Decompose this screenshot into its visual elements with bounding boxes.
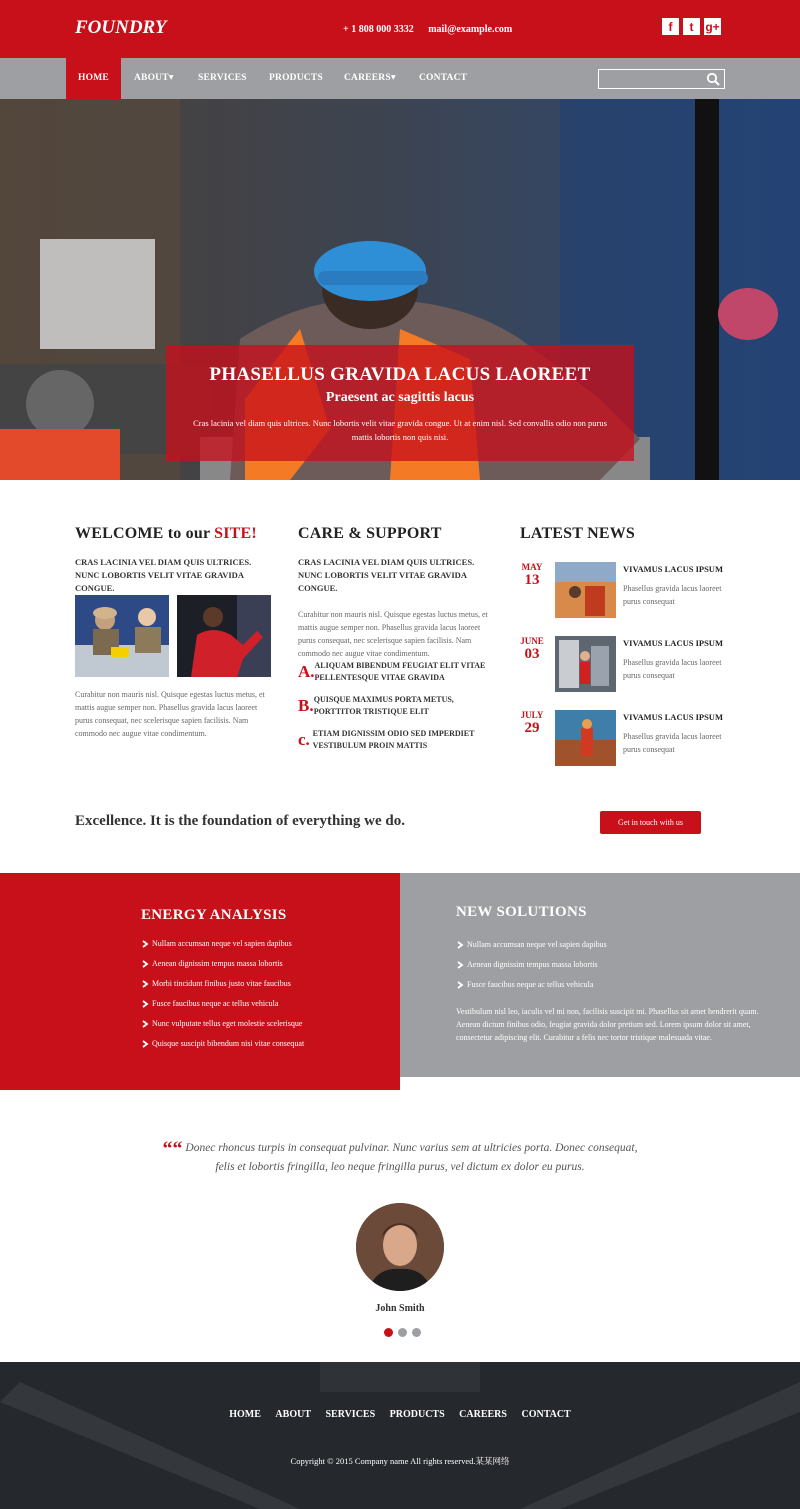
chevron-right-icon <box>456 961 464 969</box>
news-item-title[interactable]: VIVAMUS LACUS IPSUM <box>623 564 723 574</box>
caret-down-icon: ▾ <box>390 73 396 83</box>
chevron-right-icon <box>141 980 149 988</box>
care-body: Curabitur non mauris nisl. Quisque egestas luctus metus, et mattis augue semper non. Phasellus gravida lacus laoreet purus consequat, nec scelerisque sapien facilisis. Nam commodo nec augue vitae condimentum. <box>298 610 488 658</box>
solutions-title: NEW SOLUTIONS <box>456 904 587 920</box>
email-link[interactable]: mail@example.com <box>428 24 513 35</box>
footer-nav-about[interactable]: ABOUT <box>275 1409 311 1420</box>
footer-nav-careers[interactable]: CAREERS <box>459 1409 507 1420</box>
google-plus-icon[interactable]: g+ <box>705 19 720 34</box>
list-text: ALIQUAM BIBENDUM FEUGIAT ELIT VITAE PELLENTESQUE VITAE GRAVIDA <box>314 661 486 682</box>
solutions-list-text: Fusce faucibus neque ac tellus vehicula <box>467 980 594 989</box>
list-letter: A. <box>298 662 315 681</box>
chevron-right-icon <box>141 1000 149 1008</box>
welcome-title <box>75 525 275 543</box>
news-month: JUNE <box>520 636 544 646</box>
care-list-item <box>298 694 498 718</box>
list-letter: B. <box>298 696 314 715</box>
news-item-desc: Phasellus gravida lacus laoreet purus consequat <box>623 658 722 680</box>
carousel-dot[interactable] <box>384 1328 393 1337</box>
footer-nav <box>0 1409 800 1420</box>
caret-down-icon: ▾ <box>168 73 174 83</box>
nav-careers-label: CAREERS <box>344 73 391 83</box>
quote-mark-icon: ““ <box>162 1138 183 1160</box>
footer-background-image <box>0 1362 800 1509</box>
carousel-dots <box>384 1328 421 1337</box>
energy-list-item <box>141 1019 302 1028</box>
hero-title: PHASELLUS GRAVIDA LACUS LAOREET <box>209 364 591 385</box>
hero-banner <box>0 99 800 480</box>
welcome-section <box>75 525 275 595</box>
welcome-title-b: SITE! <box>214 525 257 542</box>
news-item-title[interactable]: VIVAMUS LACUS IPSUM <box>623 712 723 722</box>
energy-list-text: Fusce faucibus neque ac tellus vehicula <box>152 999 279 1008</box>
care-title: CARE & SUPPORT <box>298 525 442 542</box>
get-in-touch-button[interactable]: Get in touch with us <box>600 811 701 834</box>
energy-list-text: Nunc vulputate tellus eget molestie scelerisque <box>152 1019 303 1028</box>
hero-text: Cras lacinia vel diam quis ultrices. Nunc lobortis velit vitae gravida congue. Ut at enim nisl. Sed convallis odio non purus mattis lobortis non quis nisi. <box>193 418 607 442</box>
footer-nav-services[interactable]: SERVICES <box>325 1409 376 1420</box>
nav-careers[interactable] <box>344 58 396 99</box>
list-text: ETIAM DIGNISSIM ODIO SED IMPERDIET VESTIBULUM PROIN MATTIS <box>312 729 475 750</box>
energy-title: ENERGY ANALYSIS <box>141 907 287 923</box>
chevron-right-icon <box>456 941 464 949</box>
news-day: 03 <box>524 646 540 662</box>
care-list-item <box>298 660 498 684</box>
footer-nav-contact[interactable]: CONTACT <box>521 1409 571 1420</box>
solutions-list-item <box>456 980 593 989</box>
energy-list-item <box>141 1039 304 1048</box>
energy-list-text: Nullam accumsan neque vel sapien dapibus <box>152 939 292 948</box>
list-letter: c. <box>298 730 310 749</box>
news-item-desc: Phasellus gravida lacus laoreet purus consequat <box>623 732 722 754</box>
energy-list-item <box>141 959 283 968</box>
news-thumbnail[interactable] <box>555 710 616 766</box>
cta-text: Excellence. It is the foundation of everything we do. <box>75 813 405 829</box>
news-day: 29 <box>524 720 540 736</box>
news-day: 13 <box>524 572 540 588</box>
hero-subtitle: Praesent ac sagittis lacus <box>325 390 475 405</box>
energy-list-item <box>141 999 278 1008</box>
twitter-icon[interactable]: t <box>683 18 700 35</box>
chevron-right-icon <box>456 981 464 989</box>
energy-list-text: Aenean dignissim tempus massa lobortis <box>152 959 283 968</box>
carousel-dot[interactable] <box>398 1328 407 1337</box>
search-box <box>598 69 725 89</box>
nav-services[interactable]: SERVICES <box>198 73 247 83</box>
facebook-icon[interactable]: f <box>662 18 679 35</box>
energy-list-item <box>141 979 291 988</box>
nav-about-label: ABOUT <box>134 73 169 83</box>
nav-about[interactable] <box>134 58 174 99</box>
news-date <box>520 636 544 663</box>
hero-caption <box>166 345 634 461</box>
search-icon[interactable] <box>706 72 720 86</box>
welcome-body: Curabitur non mauris nisl. Quisque egestas luctus metus, et mattis augue semper non. Phasellus gravida lacus laoreet purus consequat, nec scelerisque sapien facilisis. Nam commodo nec augue vitae condimentum. <box>75 690 265 738</box>
footer-nav-products[interactable]: PRODUCTS <box>389 1409 445 1420</box>
care-subheading: CRAS LACINIA VEL DIAM QUIS ULTRICES. NUNC LOBORTIS VELIT VITAE GRAVIDA CONGUE. <box>298 557 475 593</box>
care-section <box>298 525 498 660</box>
energy-list-text: Morbi tincidunt finibus justo vitae faucibus <box>152 979 291 988</box>
welcome-photo-2 <box>177 595 271 677</box>
news-title: LATEST NEWS <box>520 525 635 542</box>
solutions-list-text: Aenean dignissim tempus massa lobortis <box>467 960 598 969</box>
list-text: QUISQUE MAXIMUS PORTA METUS, PORTTITOR TRISTIQUE ELIT <box>313 695 454 716</box>
solutions-list-text: Nullam accumsan neque vel sapien dapibus <box>467 940 607 949</box>
news-thumbnail[interactable] <box>555 562 616 618</box>
footer-nav-home[interactable]: HOME <box>229 1409 261 1420</box>
nav-products[interactable]: PRODUCTS <box>269 73 323 83</box>
nav-contact[interactable]: CONTACT <box>419 73 468 83</box>
chevron-right-icon <box>141 940 149 948</box>
nav-home[interactable]: HOME <box>66 58 121 99</box>
news-month: JULY <box>520 710 544 720</box>
news-item-desc: Phasellus gravida lacus laoreet purus consequat <box>623 584 722 606</box>
copyright: Copyright © 2015 Company name All rights reserved.某某网络 <box>290 1456 510 1466</box>
avatar <box>356 1203 444 1291</box>
news-date <box>520 562 544 589</box>
welcome-photo-1 <box>75 595 169 677</box>
phone-number: + 1 808 000 3332 <box>343 24 414 35</box>
chevron-right-icon <box>141 960 149 968</box>
news-date <box>520 710 544 737</box>
testimonial-name: John Smith <box>375 1303 425 1314</box>
social-links <box>662 18 721 35</box>
solutions-paragraph: Vestibulum nisl leo, iaculis vel mi non, facilisis suscipit mi. Phasellus sit amet hendrerit quam. Aenean dictum finibus odio, feugiat gravida dolor pretium sed. Lorem ipsum dolor sit amet, consectetur adipiscing elit. Curabitur a felis nec tortor tristique malesuada vitae. <box>456 1007 759 1042</box>
news-thumbnail[interactable] <box>555 636 616 692</box>
footer <box>0 1362 800 1509</box>
carousel-dot[interactable] <box>412 1328 421 1337</box>
energy-list-item <box>141 939 292 948</box>
welcome-subheading: CRAS LACINIA VEL DIAM QUIS ULTRICES. NUNC LOBORTIS VELIT VITAE GRAVIDA CONGUE. <box>75 557 252 593</box>
care-list-item <box>298 728 498 752</box>
news-item-title[interactable]: VIVAMUS LACUS IPSUM <box>623 638 723 648</box>
welcome-title-a: WELCOME to our <box>75 525 215 542</box>
site-logo[interactable]: FOUNDRY <box>75 17 167 38</box>
solutions-list-item <box>456 960 598 969</box>
solutions-list-item <box>456 940 607 949</box>
news-month: MAY <box>521 562 543 572</box>
search-input[interactable] <box>599 70 699 88</box>
chevron-right-icon <box>141 1040 149 1048</box>
chevron-right-icon <box>141 1020 149 1028</box>
contact-info <box>343 24 524 35</box>
energy-list-text: Quisque suscipit bibendum nisi vitae consequat <box>152 1039 305 1048</box>
testimonial-quote <box>158 1139 642 1177</box>
testimonial-text: Donec rhoncus turpis in consequat pulvinar. Nunc varius sem at ultricies porta. Donec consequat, felis et lobortis fringilla, leo neque fringilla purus, vel dictum ex dolor eu purus. <box>185 1142 638 1173</box>
